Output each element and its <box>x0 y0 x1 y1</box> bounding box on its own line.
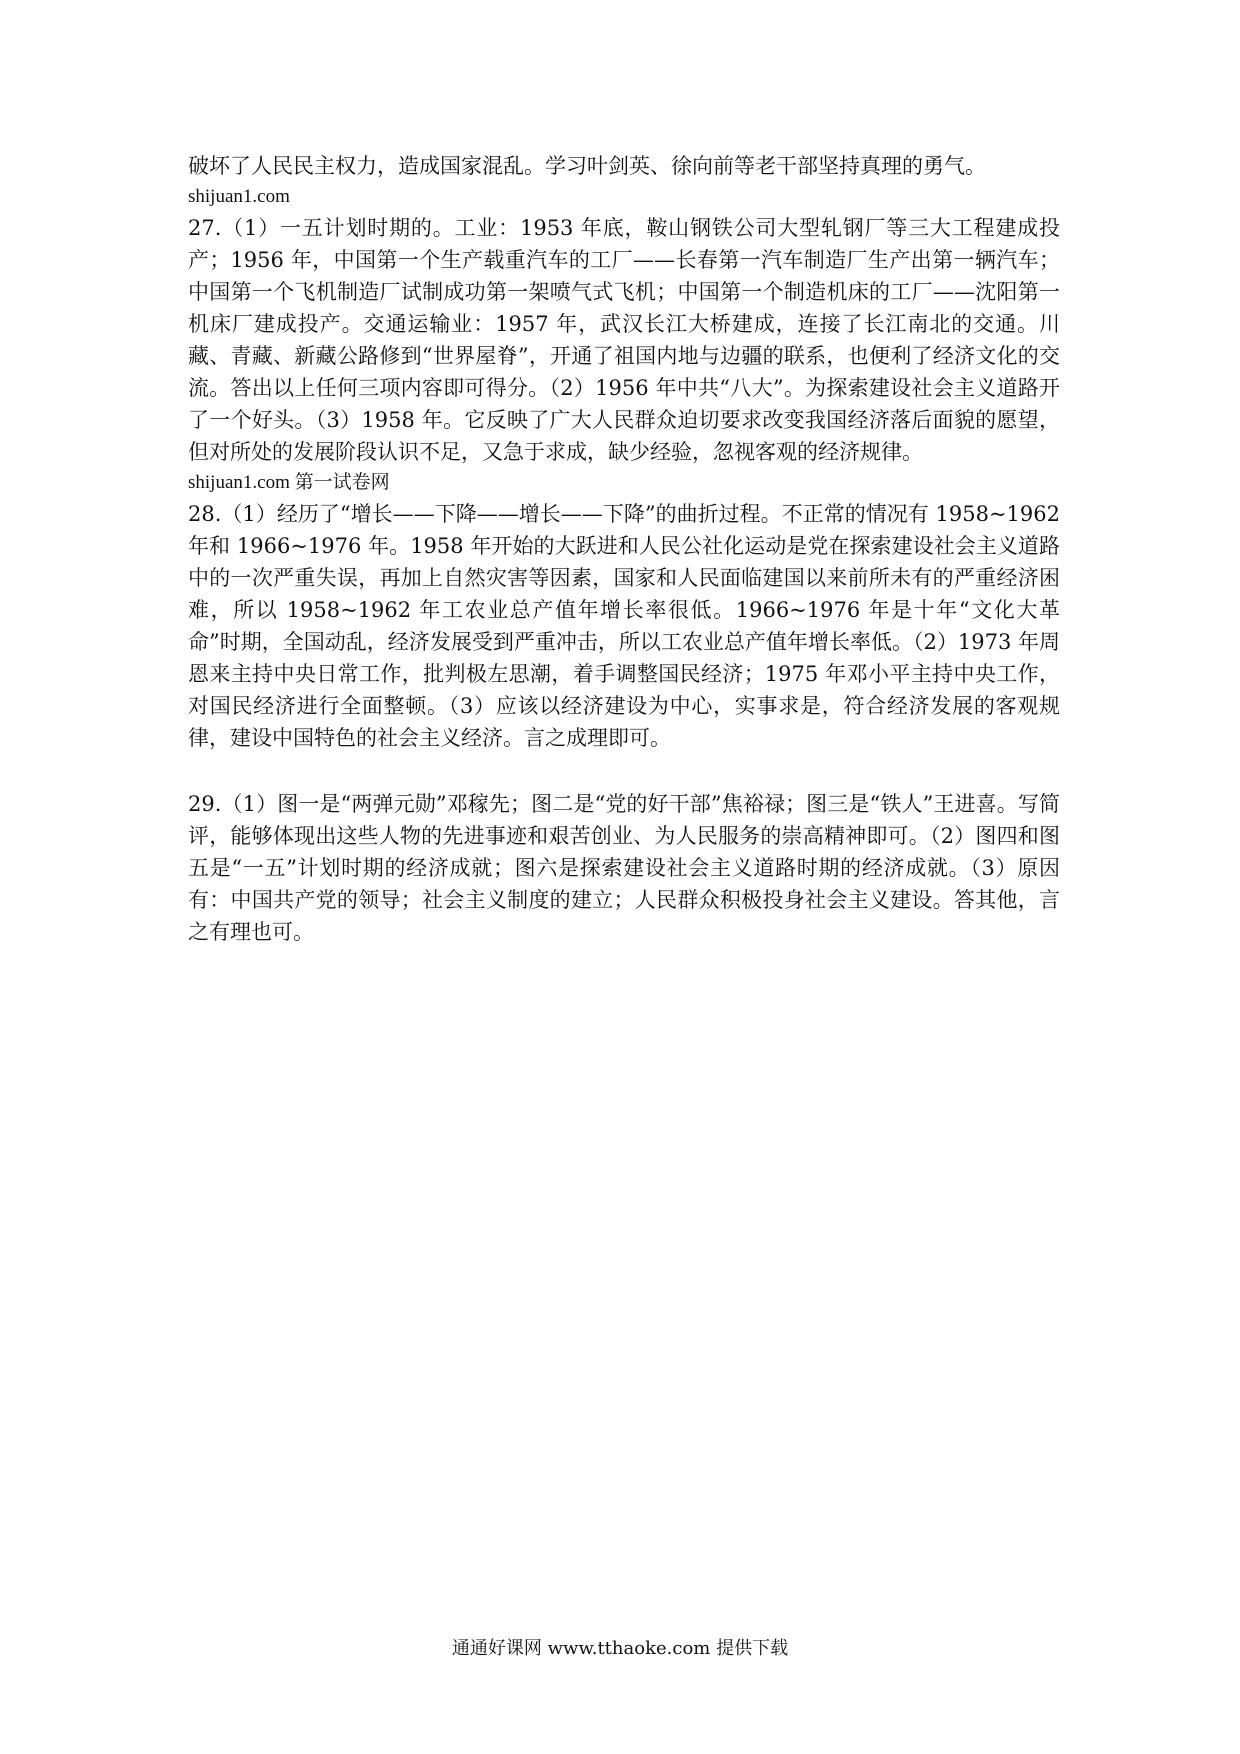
page-footer: 通通好课网 www.tthaoke.com 提供下载 <box>451 1638 789 1659</box>
watermark-text: shijuan1.com <box>188 186 290 207</box>
answer-document <box>188 150 1060 948</box>
answer-29: 29.（1）图一是“两弹元勋”邓稼先；图二是“党的好干部”焦裕禄；图三是“铁人”王进喜。写简评，能够体现出这些人物的先进事迹和艰苦创业、为人民服务的崇高精神即可。（2）图四和图五是“一五”计划时期的经济成就；图六是探索建设社会主义道路时期的经济成就。（3）原因有：中国共产党的领导；社会主义制度的建立；人民群众积极投身社会主义建设。答其他，言之有理也可。 <box>188 792 1060 944</box>
paragraph-intro: 破坏了人民民主权力，造成国家混乱。学习叶剑英、徐向前等老干部坚持真理的勇气。 <box>188 154 986 178</box>
answer-28: 28.（1）经历了“增长——下降——增长——下降”的曲折过程。不正常的情况有 1958~1962 年和 1966~1976 年。1958 年开始的大跃进和人民公社化运动是党在探索建设社会主义道路中的一次严重失误，再加上自然灾害等因素，国家和人民面临建国以来前所未有的严重经济困难，所以 1958~1962 年工农业总产值年增长率很低。1966~1976 年是十年“文化大革命”时期，全国动乱，经济发展受到严重冲击，所以工农业总产值年增长率低。（2）1973 年周恩来主持中央日常工作，批判极左思潮，着手调整国民经济；1975 年邓小平主持中央工作，对国民经济进行全面整顿。（3）应该以经济建设为中心，实事求是，符合经济发展的客观规律，建设中国特色的社会主义经济。言之成理即可。 <box>188 502 1060 750</box>
watermark-text: shijuan1.com 第一试卷网 <box>188 472 390 493</box>
paragraph-gap <box>188 754 1060 788</box>
answer-27: 27.（1）一五计划时期的。工业：1953 年底，鞍山钢铁公司大型轧钢厂等三大工程建成投产；1956 年，中国第一个生产载重汽车的工厂——长春第一汽车制造厂生产出第一辆汽车；中国第一个飞机制造厂试制成功第一架喷气式飞机；中国第一个制造机床的工厂——沈阳第一机床厂建成投产。交通运输业：1957 年，武汉长江大桥建成，连接了长江南北的交通。川藏、青藏、新藏公路修到“世界屋脊”，开通了祖国内地与边疆的联系，也便利了经济文化的交流。答出以上任何三项内容即可得分。（2）1956 年中共“八大”。为探索建设社会主义道路开了一个好头。（3）1958 年。它反映了广大人民群众迫切要求改变我国经济落后面貌的愿望，但对所处的发展阶段认识不足，又急于求成，缺少经验，忽视客观的经济规律。 <box>188 216 1060 464</box>
